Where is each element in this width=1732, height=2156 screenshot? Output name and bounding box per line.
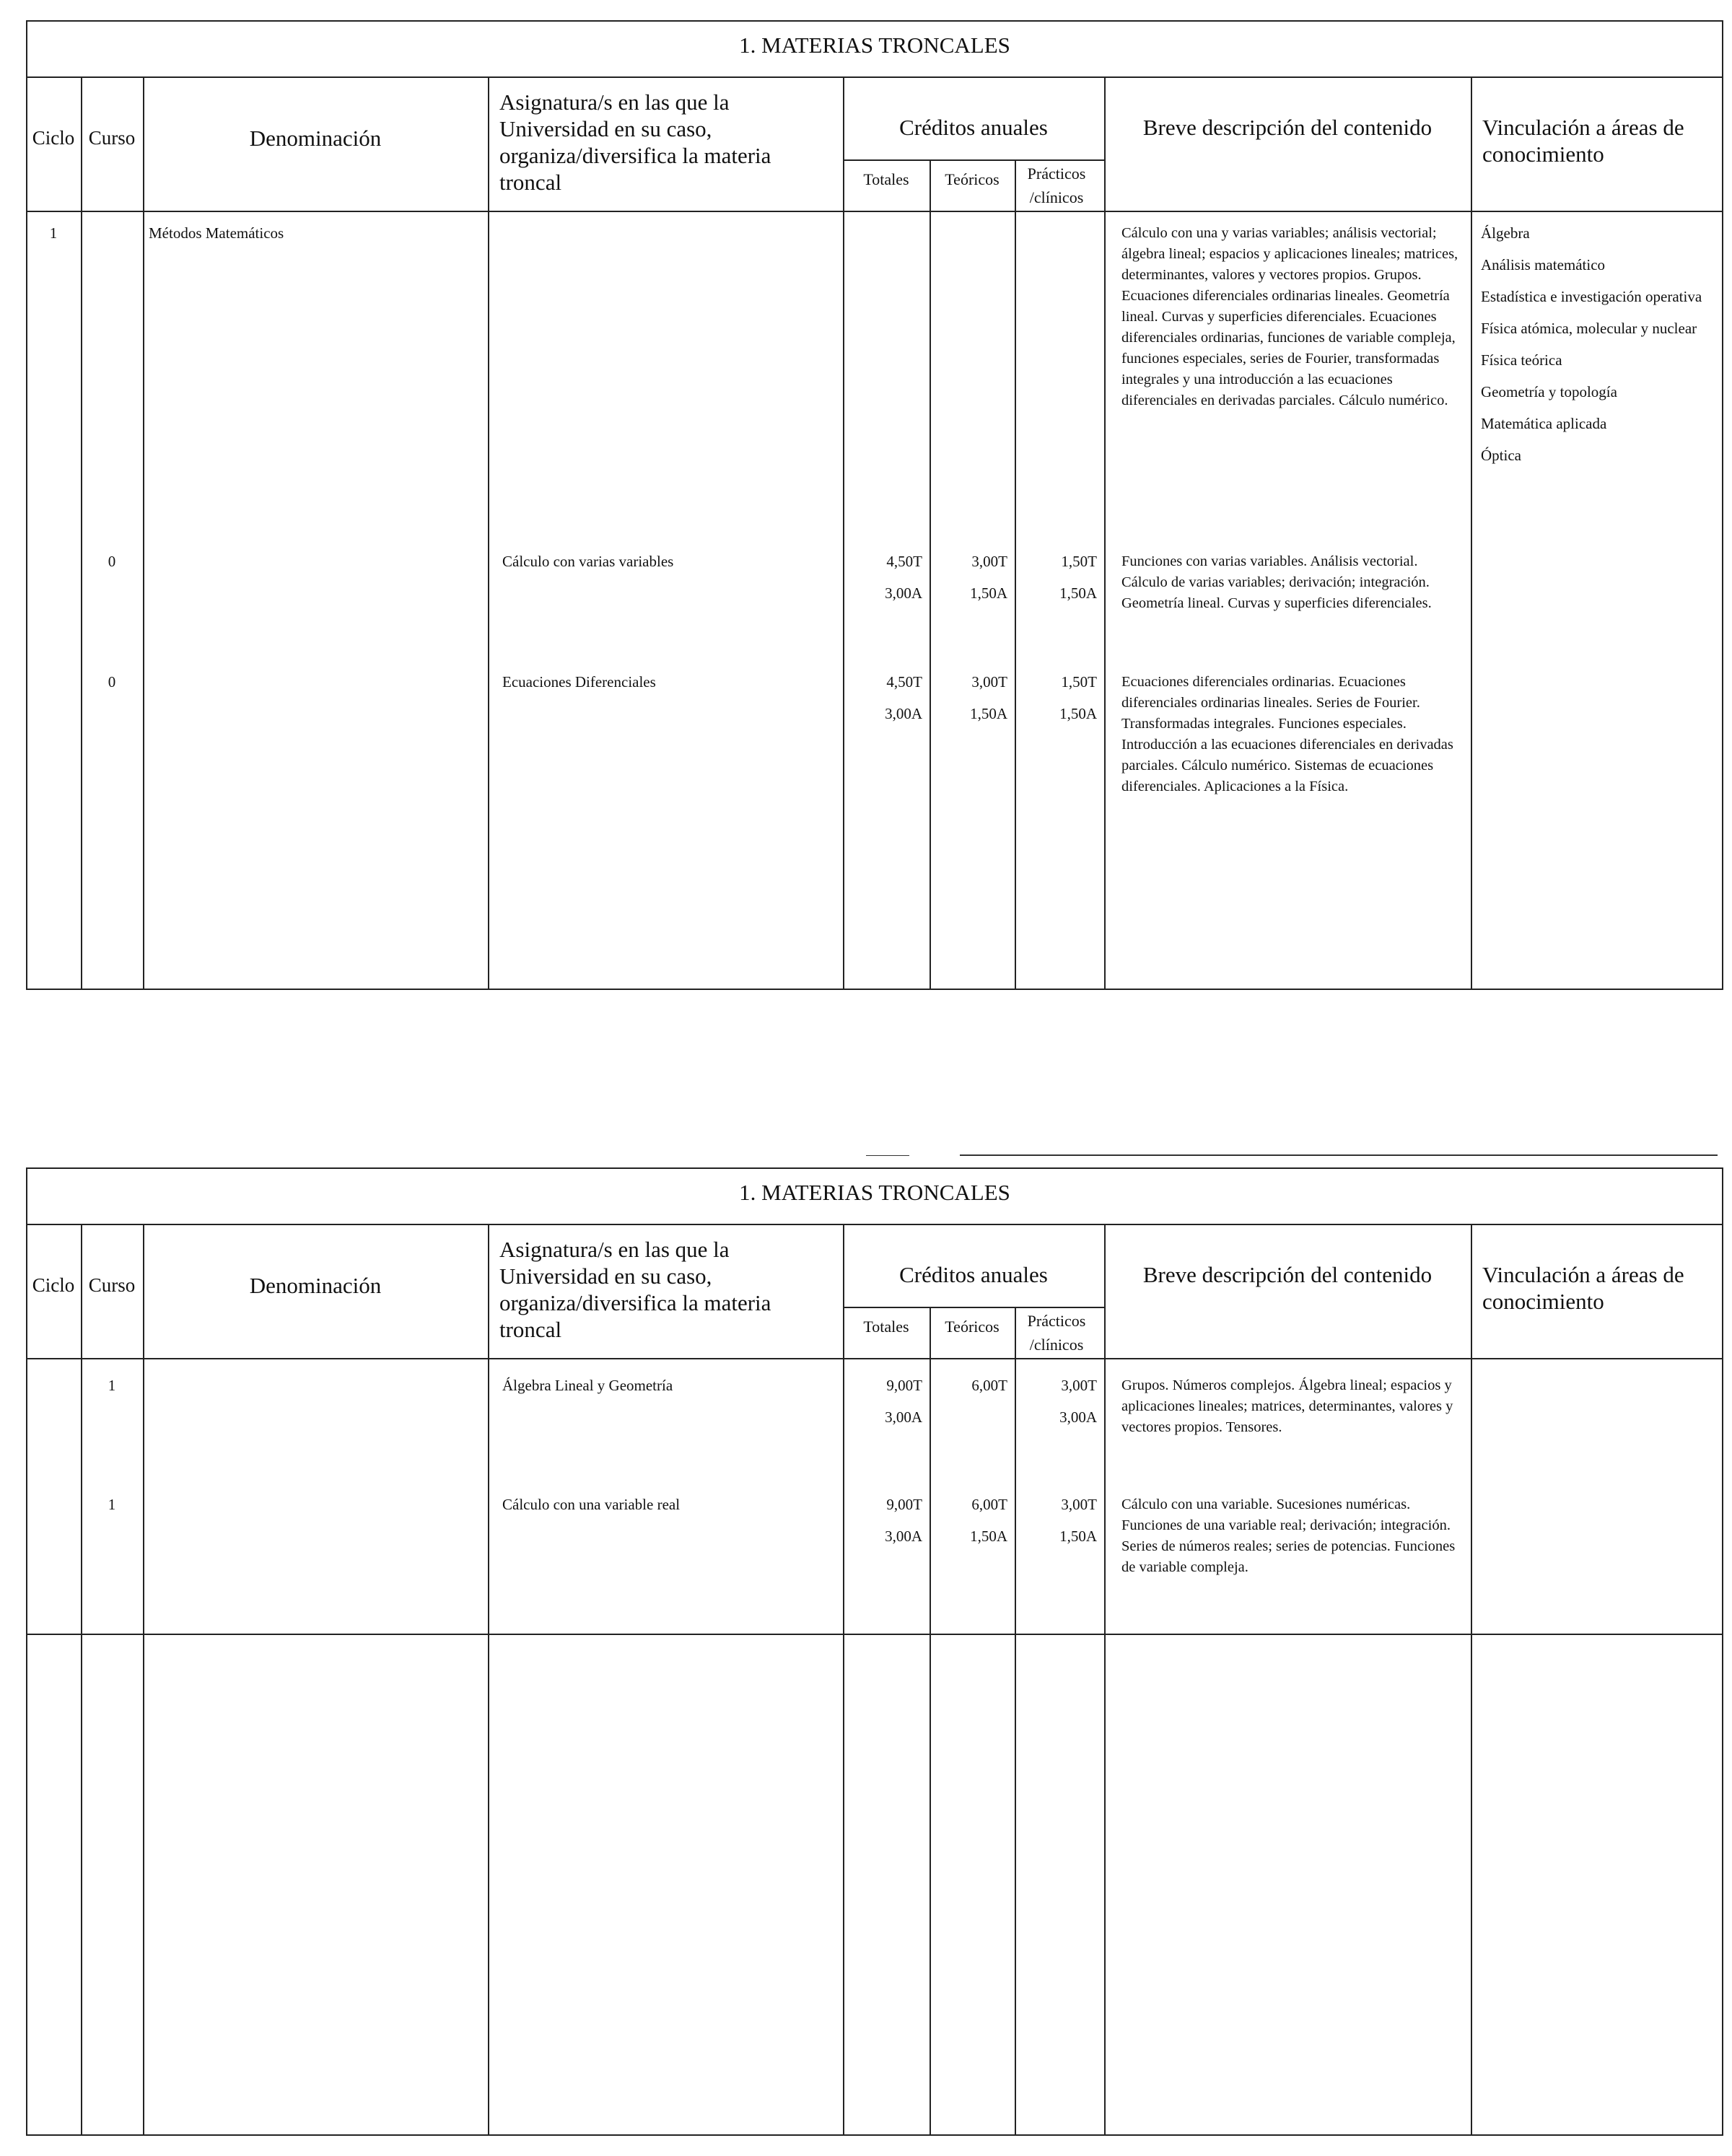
header-curso: Curso: [88, 1274, 136, 1296]
teoricos-a: 1,50A: [970, 705, 1007, 722]
totales-a: 3,00A: [885, 1528, 922, 1545]
teoricos-cell: [930, 1494, 1007, 1558]
header-asignatura: Asignatura/s en las que la Universidad en su caso, organiza/diversifica la materia troncal: [499, 1237, 771, 1342]
teoricos-a: [930, 1407, 1007, 1439]
totales-cell: [843, 1494, 922, 1558]
scan-artifact-line: [866, 1155, 909, 1156]
header-totales: Totales: [863, 1318, 909, 1336]
ciclo-value: 1: [49, 224, 58, 242]
area-item: Física atómica, molecular y nuclear: [1481, 320, 1697, 337]
col-divider: [81, 76, 82, 990]
asignatura-descripcion: Ecuaciones diferenciales ordinarias. Ecuaciones diferenciales ordinarias lineales. Series de Fourier. Transformadas integrales. Funciones especiales. Introducción a las ecuaciones diferenciales en derivadas parciales. Cálculo numérico. Sistemas de ecuaciones diferenciales. Aplicaciones a la Física.: [1121, 674, 1453, 794]
teoricos-t: 3,00T: [971, 673, 1007, 691]
totales-a: 3,00A: [885, 705, 922, 722]
col-divider: [843, 76, 844, 990]
practicos-a: 1,50A: [1059, 705, 1097, 722]
areas-list: [1481, 223, 1712, 477]
header-descripcion: Breve descripción del contenido: [1142, 1262, 1433, 1287]
practicos-a: 1,50A: [1059, 1528, 1097, 1545]
header-curso: Curso: [88, 127, 136, 149]
col-divider: [1471, 76, 1472, 990]
header-divider: [26, 1358, 1723, 1359]
practicos-cell: [1015, 672, 1097, 735]
practicos-t: 1,50T: [1061, 553, 1097, 570]
teoricos-a: 1,50A: [970, 1528, 1007, 1545]
totales-t: 9,00T: [886, 1496, 922, 1513]
practicos-cell: [1015, 1494, 1097, 1558]
header-teoricos: Teóricos: [945, 170, 1000, 188]
area-item: Física teórica: [1481, 351, 1562, 369]
area-item: Estadística e investigación operativa: [1481, 288, 1702, 305]
practicos-cell: [1015, 551, 1097, 615]
scan-artifact-line: [960, 1154, 1718, 1156]
curso-value: 1: [108, 1377, 116, 1394]
asignatura-value: Cálculo con una variable real: [502, 1496, 681, 1513]
teoricos-cell: [930, 551, 1007, 615]
table-frame: [26, 1167, 1723, 2136]
header-teoricos: Teóricos: [945, 1318, 1000, 1336]
teoricos-cell: [930, 1375, 1007, 1439]
header-asignatura: Asignatura/s en las que la Universidad en su caso, organiza/diversifica la materia troncal: [499, 89, 771, 195]
table-frame: [26, 20, 1723, 990]
totales-t: 4,50T: [886, 553, 922, 570]
asignatura-descripcion: Grupos. Números complejos. Álgebra lineal; espacios y aplicaciones lineales; matrices, determinantes, valores y vectores propios. Tensores.: [1121, 1377, 1453, 1435]
header-divider: [26, 211, 1723, 212]
asignatura-value: Ecuaciones Diferenciales: [502, 673, 656, 691]
credits-subheader-divider: [843, 1307, 1104, 1308]
practicos-t: 1,50T: [1061, 673, 1097, 691]
header-denominacion: Denominación: [249, 1273, 382, 1298]
curso-value: 0: [108, 553, 116, 570]
asignatura-value: Álgebra Lineal y Geometría: [502, 1377, 673, 1394]
header-denominacion: Denominación: [249, 126, 382, 151]
totales-cell: [843, 551, 922, 615]
table-title: 1. MATERIAS TRONCALES: [739, 1180, 1010, 1205]
asignatura-value: Cálculo con varias variables: [502, 553, 674, 570]
teoricos-t: 6,00T: [971, 1496, 1007, 1513]
col-divider: [1104, 76, 1106, 990]
materia-descripcion: Cálculo con una y varias variables; análisis vectorial; álgebra lineal; espacios y aplicaciones lineales; matrices, determinantes, valores y vectores propios. Grupos. Ecuaciones diferenciales ordinarias lineales. Geometría lineal. Curvas y superficies diferenciales. Ecuaciones diferenciales ordinarias, funciones de variable compleja, funciones especiales, series de Fourier, transformadas integrales y una introducción a las ecuaciones diferenciales en derivadas parciales. Cálculo numérico.: [1121, 225, 1458, 408]
header-creditos: Créditos anuales: [899, 115, 1048, 140]
totales-t: 9,00T: [886, 1377, 922, 1394]
asignatura-descripcion: Cálculo con una variable. Sucesiones numéricas. Funciones de una variable real; derivación; integración. Series de números reales; series de potencias. Funciones de variable compleja.: [1121, 1497, 1456, 1575]
teoricos-a: 1,50A: [970, 584, 1007, 602]
col-divider: [1471, 1224, 1472, 2136]
col-divider: [843, 1224, 844, 2136]
area-item: Geometría y topología: [1481, 383, 1617, 400]
col-divider: [143, 1224, 144, 2136]
row-group-divider: [26, 1634, 1723, 1635]
header-practicos: Prácticos /clínicos: [1027, 165, 1086, 206]
totales-cell: [843, 1375, 922, 1439]
area-item: Matemática aplicada: [1481, 415, 1607, 432]
header-totales: Totales: [863, 170, 909, 188]
header-ciclo: Ciclo: [32, 1274, 75, 1296]
practicos-cell: [1015, 1375, 1097, 1439]
practicos-a: 3,00A: [1059, 1408, 1097, 1426]
col-divider: [1104, 1224, 1106, 2136]
header-creditos: Créditos anuales: [899, 1262, 1048, 1287]
col-divider: [488, 1224, 489, 2136]
title-divider: [26, 76, 1723, 78]
practicos-t: 3,00T: [1061, 1377, 1097, 1394]
header-practicos: Prácticos /clínicos: [1027, 1312, 1086, 1354]
header-descripcion: Breve descripción del contenido: [1142, 115, 1433, 140]
curso-value: 1: [108, 1496, 116, 1513]
totales-a: 3,00A: [885, 584, 922, 602]
totales-cell: [843, 672, 922, 735]
practicos-t: 3,00T: [1061, 1496, 1097, 1513]
materias-table-page-2: [26, 1167, 1723, 2136]
table-title: 1. MATERIAS TRONCALES: [739, 32, 1010, 58]
practicos-a: 1,50A: [1059, 584, 1097, 602]
header-vinculacion: Vinculación a áreas de conocimiento: [1482, 1262, 1684, 1314]
teoricos-cell: [930, 672, 1007, 735]
col-divider: [143, 76, 144, 990]
credits-subheader-divider: [843, 159, 1104, 161]
header-ciclo: Ciclo: [32, 127, 75, 149]
col-divider: [81, 1224, 82, 2136]
denominacion-value: Métodos Matemáticos: [149, 224, 284, 242]
area-item: Óptica: [1481, 447, 1521, 464]
teoricos-t: 6,00T: [971, 1377, 1007, 1394]
area-item: Álgebra: [1481, 224, 1530, 242]
header-vinculacion: Vinculación a áreas de conocimiento: [1482, 115, 1684, 167]
totales-a: 3,00A: [885, 1408, 922, 1426]
teoricos-t: 3,00T: [971, 553, 1007, 570]
materias-table-page-1: [26, 20, 1723, 990]
area-item: Análisis matemático: [1481, 256, 1606, 273]
title-divider: [26, 1224, 1723, 1225]
totales-t: 4,50T: [886, 673, 922, 691]
col-divider: [488, 76, 489, 990]
curso-value: 0: [108, 673, 116, 691]
asignatura-descripcion: Funciones con varias variables. Análisis vectorial. Cálculo de varias variables; derivación; integración. Geometría lineal. Curvas y superficies diferenciales.: [1121, 553, 1432, 611]
